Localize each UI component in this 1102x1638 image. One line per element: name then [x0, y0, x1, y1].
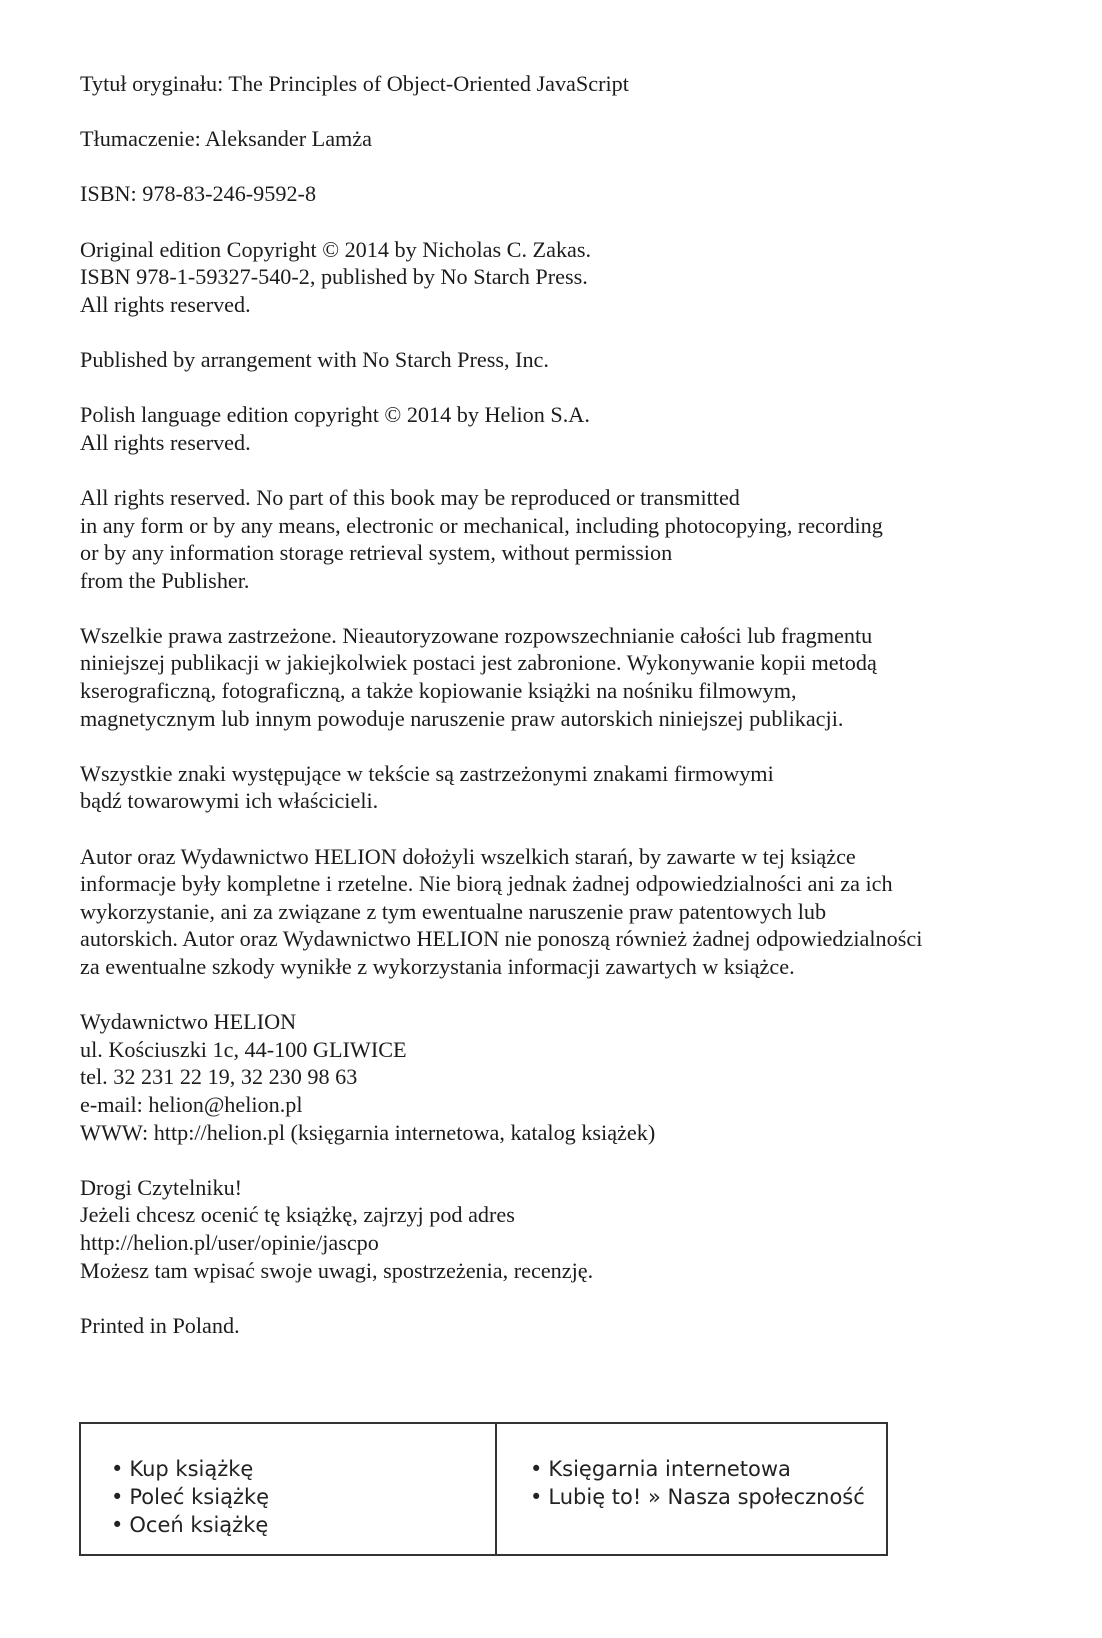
credits-paragraph — [80, 1008, 1040, 1146]
book-action-link-label[interactable]: Kup książkę — [129, 1457, 254, 1481]
credits-line: Wszelkie prawa zastrzeżone. Nieautoryzowane rozpowszechnianie całości lub fragmentu — [80, 622, 873, 648]
credits-line: e-mail: helion@helion.pl — [80, 1091, 303, 1117]
credits-line: Możesz tam wpisać swoje uwagi, spostrzeżenia, recenzję. — [80, 1257, 594, 1283]
credits-paragraph — [80, 843, 1040, 981]
credits-line: za ewentualne szkody wynikłe z wykorzystania informacji zawartych w książce. — [80, 954, 795, 979]
book-action-link[interactable] — [111, 1455, 499, 1483]
credits-paragraph — [80, 236, 1040, 319]
link-boxes — [79, 1422, 1042, 1558]
bullet-icon: • — [530, 1457, 543, 1481]
book-actions-list — [81, 1424, 499, 1539]
credits-line: http://helion.pl/user/opinie/jascpo — [80, 1229, 379, 1255]
credits-line: Tłumaczenie: Aleksander Lamża — [80, 126, 372, 152]
credits-line: bądź towarowymi ich właścicieli. — [80, 788, 379, 814]
credits-line: Wydawnictwo HELION — [80, 1009, 297, 1035]
credits-paragraph — [80, 180, 1040, 208]
credits-paragraph — [80, 125, 1040, 153]
credits-line: or by any information storage retrieval system, without permission — [80, 540, 673, 566]
credits-line: Original edition Copyright © 2014 by Nicholas C. Zakas. — [80, 236, 592, 262]
credits-text — [80, 70, 1040, 1367]
credits-line: autorskich. Autor oraz Wydawnictwo HELION nie ponoszą również żadnej odpowiedzialności — [80, 926, 923, 952]
credits-line: Drogi Czytelniku! — [80, 1174, 243, 1200]
book-actions-box — [79, 1422, 501, 1556]
credits-line: ISBN: 978-83-246-9592-8 — [80, 181, 317, 207]
credits-paragraph — [80, 484, 1040, 594]
credits-paragraph — [80, 1174, 1040, 1284]
credits-paragraph — [80, 622, 1040, 732]
book-action-link-label[interactable]: Poleć książkę — [129, 1485, 270, 1509]
store-links-box — [495, 1422, 888, 1556]
credits-paragraph — [80, 401, 1040, 456]
book-action-link[interactable] — [111, 1483, 499, 1511]
credits-line: niniejszej publikacji w jakiejkolwiek postaci jest zabronione. Wykonywanie kopii metodą — [80, 650, 877, 676]
credits-line: WWW: http://helion.pl (księgarnia internetowa, katalog książek) — [80, 1119, 656, 1145]
store-link-label[interactable]: Lubię to! » Nasza społeczność — [548, 1485, 865, 1509]
store-links-list — [497, 1424, 886, 1511]
credits-line: All rights reserved. — [80, 429, 251, 455]
bullet-icon: • — [111, 1457, 124, 1481]
store-link[interactable] — [530, 1455, 886, 1483]
credits-line: in any form or by any means, electronic or mechanical, including photocopying, recording — [80, 512, 883, 538]
store-link-label[interactable]: Księgarnia internetowa — [548, 1457, 791, 1481]
credits-line: Printed in Poland. — [80, 1312, 240, 1338]
book-action-link-label[interactable]: Oceń książkę — [129, 1513, 269, 1537]
book-action-link[interactable] — [111, 1511, 499, 1539]
credits-line: informacje były kompletne i rzetelne. Nie biorą jednak żadnej odpowiedzialności ani za ich — [80, 871, 893, 897]
credits-paragraph — [80, 760, 1040, 815]
credits-paragraph — [80, 1312, 1040, 1340]
credits-line: kserograficzną, fotograficzną, a także kopiowanie książki na nośniku filmowym, — [80, 678, 797, 704]
credits-line: Jeżeli chcesz ocenić tę książkę, zajrzyj pod adres — [80, 1202, 515, 1228]
credits-line: Tytuł oryginału: The Principles of Object-Oriented JavaScript — [80, 71, 629, 96]
bullet-icon: • — [111, 1485, 124, 1509]
credits-line: Published by arrangement with No Starch Press, Inc. — [80, 346, 549, 372]
credits-line: Polish language edition copyright © 2014 by Helion S.A. — [80, 402, 590, 428]
credits-line: ISBN 978-1-59327-540-2, published by No Starch Press. — [80, 264, 588, 290]
credits-line: tel. 32 231 22 19, 32 230 98 63 — [80, 1064, 358, 1090]
credits-line: Autor oraz Wydawnictwo HELION dołożyli wszelkich starań, by zawarte w tej książce — [80, 843, 856, 869]
bullet-icon: • — [530, 1485, 543, 1509]
credits-line: All rights reserved. No part of this book may be reproduced or transmitted — [80, 484, 740, 510]
credits-line: from the Publisher. — [80, 567, 250, 593]
credits-line: ul. Kościuszki 1c, 44-100 GLIWICE — [80, 1036, 407, 1062]
store-link[interactable] — [530, 1483, 886, 1511]
credits-line: magnetycznym lub innym powoduje naruszenie praw autorskich niniejszej publikacji. — [80, 705, 844, 731]
bullet-icon: • — [111, 1513, 124, 1537]
credits-line: All rights reserved. — [80, 291, 251, 317]
credits-line: wykorzystanie, ani za związane z tym ewentualne naruszenie praw patentowych lub — [80, 898, 827, 924]
credits-paragraph — [80, 70, 1040, 98]
credits-paragraph — [80, 346, 1040, 374]
credits-line: Wszystkie znaki występujące w tekście są zastrzeżonymi znakami firmowymi — [80, 760, 774, 786]
